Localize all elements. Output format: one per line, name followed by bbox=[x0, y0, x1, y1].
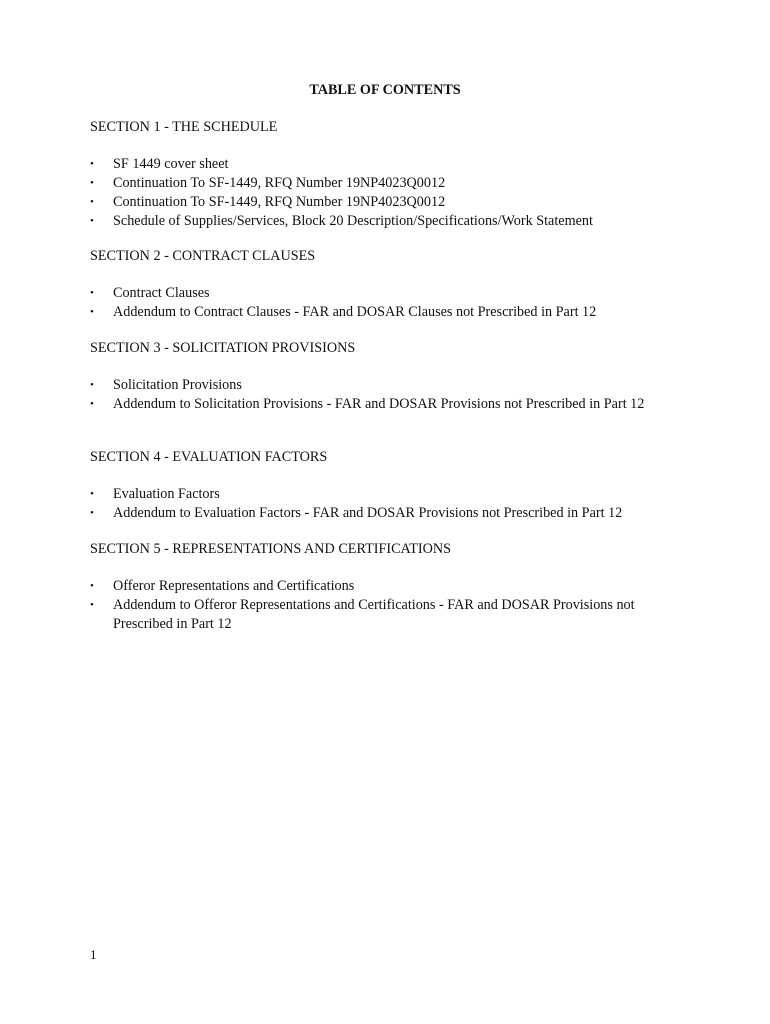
bullet-icon: • bbox=[90, 177, 94, 189]
section-item-list bbox=[90, 376, 690, 414]
toc-section-1 bbox=[90, 118, 690, 231]
list-item-text: Addendum to Solicitation Provisions - FAR and DOSAR Provisions not Prescribed in Part 12 bbox=[113, 396, 645, 412]
list-item-text: Schedule of Supplies/Services, Block 20 Description/Specifications/Work Statement bbox=[113, 213, 593, 229]
section-item-list bbox=[90, 284, 690, 322]
bullet-icon: • bbox=[90, 507, 94, 519]
bullet-icon: • bbox=[90, 398, 94, 410]
list-item bbox=[90, 212, 673, 231]
toc-section-3 bbox=[90, 339, 690, 414]
list-item-text: Addendum to Evaluation Factors - FAR and DOSAR Provisions not Prescribed in Part 12 bbox=[113, 505, 623, 521]
list-item-text: Offeror Representations and Certifications bbox=[113, 578, 355, 594]
list-item-text: Addendum to Contract Clauses - FAR and DOSAR Clauses not Prescribed in Part 12 bbox=[113, 304, 597, 320]
section-heading: SECTION 4 - EVALUATION FACTORS bbox=[90, 449, 328, 465]
section-heading: SECTION 1 - THE SCHEDULE bbox=[90, 119, 278, 135]
document-title: TABLE OF CONTENTS bbox=[309, 82, 461, 98]
list-item bbox=[90, 504, 673, 523]
list-item bbox=[90, 485, 673, 504]
bullet-icon: • bbox=[90, 580, 94, 592]
list-item bbox=[90, 155, 673, 174]
list-item bbox=[90, 303, 673, 322]
list-item bbox=[90, 577, 673, 596]
page-number: 1 bbox=[90, 947, 97, 962]
bullet-icon: • bbox=[90, 379, 94, 391]
bullet-icon: • bbox=[90, 306, 94, 318]
section-heading: SECTION 3 - SOLICITATION PROVISIONS bbox=[90, 340, 356, 356]
list-item-text: Continuation To SF-1449, RFQ Number 19NP4023Q0012 bbox=[113, 175, 446, 191]
list-item-text: SF 1449 cover sheet bbox=[113, 156, 229, 172]
list-item-text: Addendum to Offeror Representations and Certifications - FAR and DOSAR Provisions not Prescribed in Part 12 bbox=[113, 597, 635, 632]
list-item-text: Continuation To SF-1449, RFQ Number 19NP4023Q0012 bbox=[113, 194, 446, 210]
section-heading: SECTION 2 - CONTRACT CLAUSES bbox=[90, 248, 316, 264]
list-item bbox=[90, 596, 673, 634]
bullet-icon: • bbox=[90, 158, 94, 170]
toc-section-2 bbox=[90, 247, 690, 322]
bullet-icon: • bbox=[90, 488, 94, 500]
list-item bbox=[90, 193, 673, 212]
list-item bbox=[90, 284, 673, 303]
toc-section-5 bbox=[90, 540, 690, 634]
toc-section-4 bbox=[90, 448, 690, 523]
section-heading: SECTION 5 - REPRESENTATIONS AND CERTIFICATIONS bbox=[90, 541, 451, 557]
section-item-list bbox=[90, 155, 690, 231]
bullet-icon: • bbox=[90, 287, 94, 299]
list-item-text: Evaluation Factors bbox=[113, 486, 220, 502]
list-item bbox=[90, 376, 673, 395]
bullet-icon: • bbox=[90, 599, 94, 611]
list-item bbox=[90, 395, 673, 414]
list-item bbox=[90, 174, 673, 193]
section-item-list bbox=[90, 577, 690, 634]
section-item-list bbox=[90, 485, 690, 523]
list-item-text: Contract Clauses bbox=[113, 285, 210, 301]
bullet-icon: • bbox=[90, 196, 94, 208]
bullet-icon: • bbox=[90, 215, 94, 227]
list-item-text: Solicitation Provisions bbox=[113, 377, 242, 393]
